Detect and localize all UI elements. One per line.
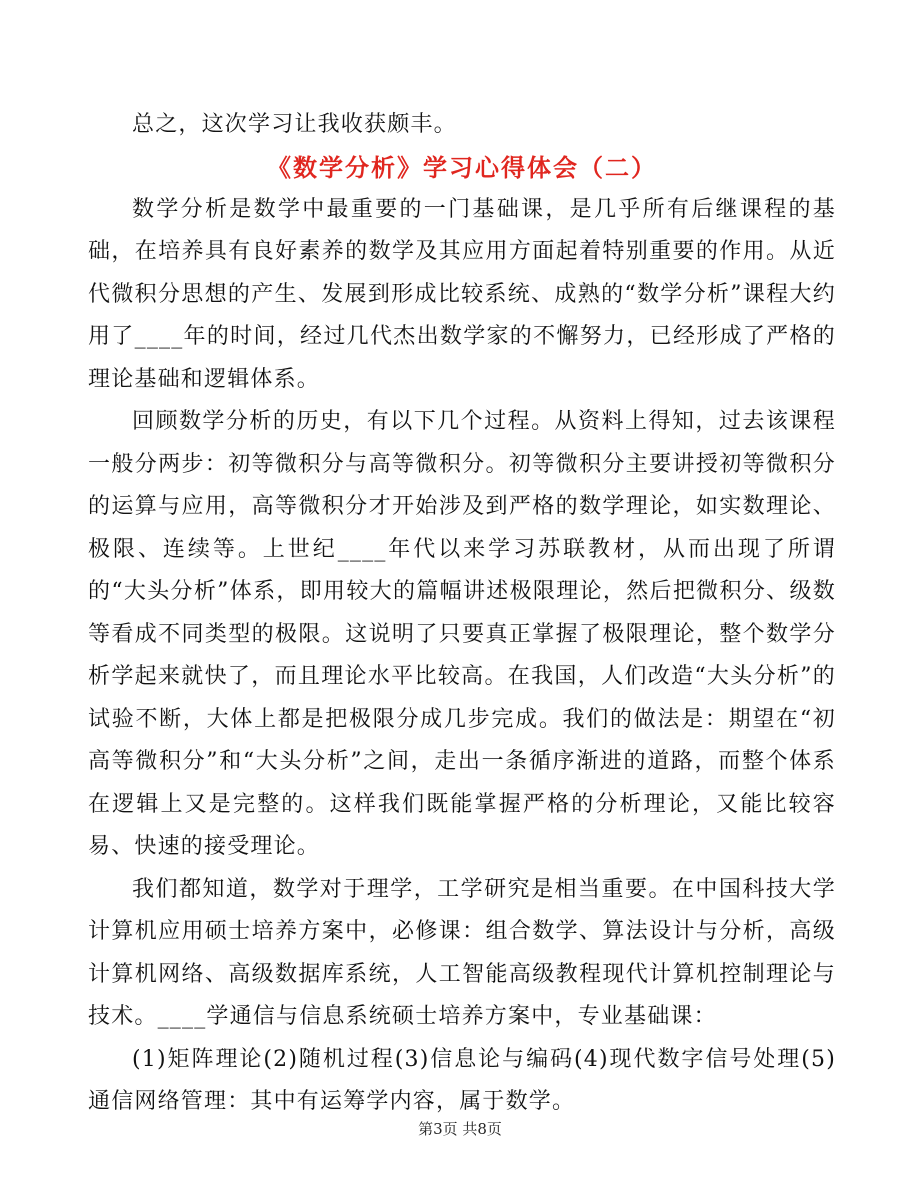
paragraph: (1)矩阵理论(2)随机过程(3)信息论与编码(4)现代数字信号处理(5)通信网络管理：其中有运筹学内容，属于数学。 xyxy=(88,1046,836,1114)
paragraph: 我们都知道，数学对于理学，工学研究是相当重要。在中国科技大学计算机应用硕士培养方案中，必修课：组合数学、算法设计与分析，高级计算机网络、高级数据库系统，人工智能高级教程现代计算机控制理论与技术。____学通信与信息系统硕士培养方案中，专业基础课： xyxy=(88,876,836,1029)
paragraph: 回顾数学分析的历史，有以下几个过程。从资料上得知，过去该课程一般分两步：初等微积分与高等微积分。初等微积分主要讲授初等微积分的运算与应用，高等微积分才开始涉及到严格的数学理论，如实数理论、极限、连续等。上世纪____年代以来学习苏联教材，从而出现了所谓的“大头分析”体系，即用较大的篇幅讲述极限理论，然后把微积分、级数等看成不同类型的极限。这说明了只要真正掌握了极限理论，整个数学分析学起来就快了，而且理论水平比较高。在我国，人们改造“大头分析”的试验不断，大体上都是把极限分成几步完成。我们的做法是：期望在“初高等微积分”和“大头分析”之间，走出一条循序渐进的道路，而整个体系在逻辑上又是完整的。这样我们既能掌握严格的分析理论，又能比较容易、快速的接受理论。 xyxy=(88,409,836,859)
document-body xyxy=(88,104,836,1124)
opening-line: 总之，这次学习让我收获颇丰。 xyxy=(132,112,457,137)
paragraph: 数学分析是数学中最重要的一门基础课，是几乎所有后继课程的基础，在培养具有良好素养的数学及其应用方面起着特别重要的作用。从近代微积分思想的产生、发展到形成比较系统、成熟的“数学分析”课程大约用了____年的时间，经过几代杰出数学家的不懈努力，已经形成了严格的理论基础和逻辑体系。 xyxy=(88,196,836,392)
page-number: 第3页 共8页 xyxy=(418,1120,502,1138)
document-title: 《数学分析》学习心得体会（二） xyxy=(267,152,657,182)
